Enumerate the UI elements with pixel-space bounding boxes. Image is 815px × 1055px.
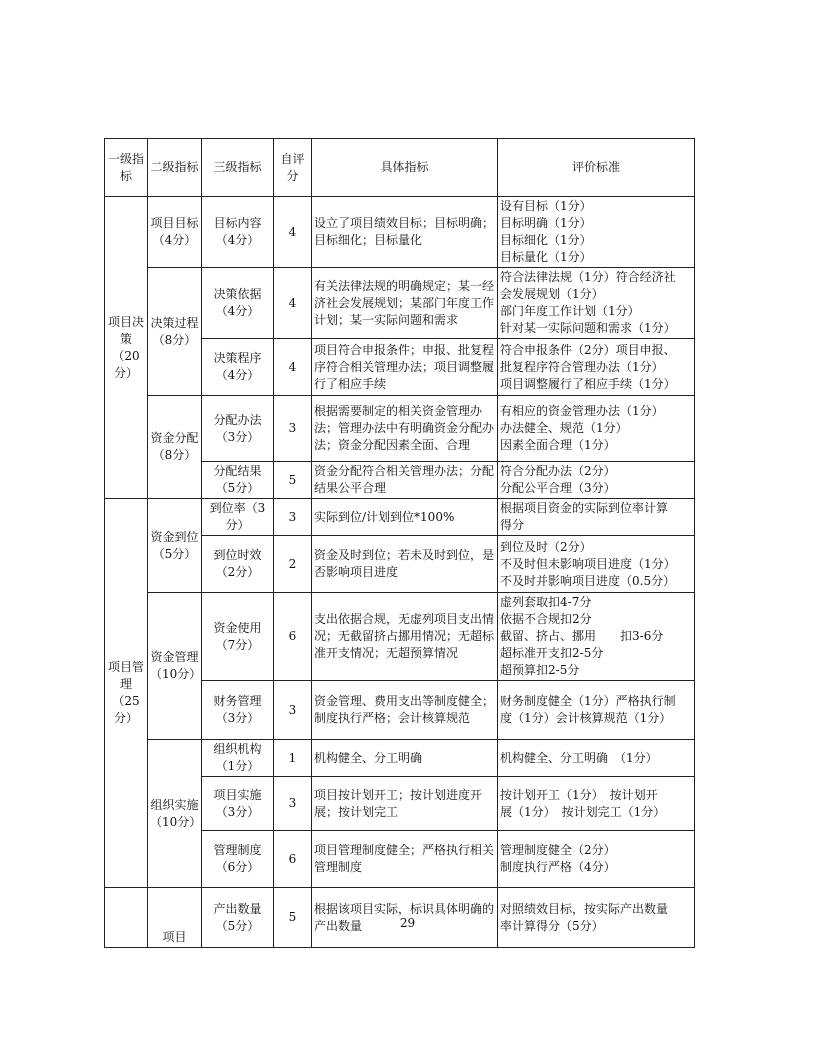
criteria-line: 率计算得分（5分） [500, 918, 604, 933]
indicator-cell: 实际到位/计划到位*100% [312, 499, 498, 536]
criteria-cell [498, 593, 695, 681]
criteria-line: 设有目标（1分） [500, 199, 592, 213]
tertiary-cell: 管理制度（6分） [202, 831, 274, 888]
criteria-line: 超标准开支扣2-5分 [500, 646, 604, 660]
criteria-line: 目标明确（1分） [500, 216, 592, 230]
header-level1: 一级指标 [105, 139, 148, 197]
indicator-cell: 项目按计划开工；按计划进度开展；按计划完工 [312, 777, 498, 831]
indicator-cell: 项目符合申报条件；申报、批复程序符合相关管理办法；项目调整履行了相应手续 [312, 339, 498, 396]
criteria-line: 因素全面合理（1分） [500, 438, 616, 452]
score-cell: 5 [274, 462, 312, 499]
header-row [105, 139, 695, 197]
indicator-cell: 根据该项目实际，标识具体明确的产出数量 [312, 888, 498, 948]
indicator-cell: 资金管理、费用支出等制度健全；制度执行严格；会计核算规范 [312, 681, 498, 740]
indicator-cell: 有关法律法规的明确规定；某一经济社会发展规划；某部门年度工作计划；某一实际问题和需求 [312, 268, 498, 339]
score-cell: 4 [274, 339, 312, 396]
criteria-line: 目标细化（1分） [500, 233, 592, 247]
criteria-cell [498, 681, 695, 740]
tertiary-cell: 组织机构（1分） [202, 740, 274, 777]
tertiary-cell: 决策依据（4分） [202, 268, 274, 339]
section-decision: 项目决策（20分） [105, 197, 148, 499]
criteria-line: 度（1分）会计核算规范（1分） [500, 711, 672, 725]
section-management: 项目管理（25分） [105, 499, 148, 888]
indicator-cell: 项目管理制度健全；严格执行相关管理制度 [312, 831, 498, 888]
page-number: 29 [399, 916, 416, 930]
tertiary-cell: 产出数量（5分） [202, 888, 274, 948]
score-cell: 1 [274, 740, 312, 777]
criteria-cell [498, 740, 695, 777]
indicator-cell: 支出依据合规，无虚列项目支出情况；无截留挤占挪用情况；无超标准开支情况；无超预算情况 [312, 593, 498, 681]
group-org: 组织实施（10分） [148, 740, 202, 888]
score-cell: 6 [274, 831, 312, 888]
table-row [105, 499, 695, 536]
criteria-line: 超预算扣2-5分 [500, 663, 580, 677]
group-project-output: 项目 [148, 888, 202, 948]
score-cell: 3 [274, 681, 312, 740]
criteria-line: 财务制度健全（1分）严格执行制 [500, 694, 676, 708]
score-cell: 3 [274, 499, 312, 536]
criteria-cell [498, 777, 695, 831]
header-self-score: 自评分 [274, 139, 312, 197]
indicator-cell: 资金分配符合相关管理办法；分配结果公平合理 [312, 462, 498, 499]
score-cell: 2 [274, 536, 312, 593]
indicator-cell: 设立了项目绩效目标；目标明确；目标细化；目标量化 [312, 197, 498, 268]
group-fund-alloc: 资金分配（8分） [148, 396, 202, 499]
header-indicator: 具体指标 [312, 139, 498, 197]
score-cell: 3 [274, 396, 312, 462]
indicator-cell: 机构健全、分工明确 [312, 740, 498, 777]
criteria-cell [498, 499, 695, 536]
header-level3: 三级指标 [202, 139, 274, 197]
group-process: 决策过程（8分） [148, 268, 202, 396]
criteria-line: 办法健全、规范（1分） [500, 421, 628, 435]
table-row [105, 396, 695, 462]
score-cell: 6 [274, 593, 312, 681]
indicator-cell: 资金及时到位；若未及时到位，是否影响项目进度 [312, 536, 498, 593]
criteria-line: 不及时但未影响项目进度（1分） [500, 556, 676, 571]
tertiary-cell: 决策程序（4分） [202, 339, 274, 396]
header-criteria: 评价标准 [498, 139, 695, 197]
header-level2: 二级指标 [148, 139, 202, 197]
criteria-line: 针对某一实际问题和需求（1分） [500, 321, 676, 335]
tertiary-cell: 分配办法（3分） [202, 396, 274, 462]
criteria-cell [498, 831, 695, 888]
criteria-line: 依据不合规扣2分 [500, 612, 592, 626]
criteria-line: 根据项目资金的实际到位率计算 [500, 501, 669, 515]
tertiary-cell: 到位率（3分） [202, 499, 274, 536]
criteria-line: 会发展规划（1分） [500, 287, 604, 301]
criteria-line: 不及时并影响项目进度（0.5分） [500, 573, 676, 588]
criteria-line: 虚列套取扣4-7分 [500, 595, 592, 609]
criteria-line: 得分 [500, 518, 525, 532]
criteria-line: 分配公平合理（3分） [500, 481, 616, 495]
evaluation-table-wrap [104, 138, 694, 948]
group-goal: 项目目标（4分） [148, 197, 202, 268]
criteria-cell [498, 268, 695, 339]
indicator-cell: 根据需要制定的相关资金管理办法；管理办法中有明确资金分配办法；资金分配因素全面、合理 [312, 396, 498, 462]
criteria-line: 管理制度健全（2分） [500, 843, 616, 857]
tertiary-cell: 项目实施（3分） [202, 777, 274, 831]
criteria-line: 部门年度工作计划（1分） [500, 304, 640, 318]
criteria-line: 到位及时（2分） [500, 539, 592, 554]
table-row [105, 197, 695, 268]
score-cell: 3 [274, 777, 312, 831]
tertiary-cell: 财务管理（3分） [202, 681, 274, 740]
tertiary-cell: 到位时效（2分） [202, 536, 274, 593]
tertiary-cell: 分配结果（5分） [202, 462, 274, 499]
criteria-cell [498, 536, 695, 593]
table-row [105, 740, 695, 777]
criteria-line: 符合申报条件（2分）项目申报、 [500, 342, 676, 357]
score-cell: 4 [274, 197, 312, 268]
table-row [105, 268, 695, 339]
criteria-cell [498, 339, 695, 396]
criteria-line: 批复程序符合管理办法（1分） [500, 359, 664, 374]
criteria-cell [498, 462, 695, 499]
criteria-line: 机构健全、分工明确 （1分） [500, 750, 658, 765]
score-cell: 4 [274, 268, 312, 339]
criteria-cell [498, 396, 695, 462]
score-cell: 5 [274, 888, 312, 948]
criteria-line: 有相应的资金管理办法（1分） [500, 404, 664, 418]
criteria-cell [498, 197, 695, 268]
tertiary-cell: 资金使用（7分） [202, 593, 274, 681]
criteria-line: 截留、挤占、挪用 扣3-6分 [500, 629, 664, 643]
group-fund-mgmt: 资金管理（10分） [148, 593, 202, 740]
criteria-line: 制度执行严格（4分） [500, 860, 616, 874]
criteria-line: 按计划开工（1分） 按计划开 [500, 787, 658, 802]
criteria-line: 符合分配办法（2分） [500, 464, 616, 478]
criteria-line: 对照绩效目标，按实际产出数量 [500, 901, 669, 916]
tertiary-cell: 目标内容（4分） [202, 197, 274, 268]
criteria-line: 展（1分） 按计划完工（1分） [500, 804, 666, 819]
evaluation-table [104, 138, 695, 948]
criteria-line: 目标量化（1分） [500, 250, 592, 264]
table-row [105, 593, 695, 681]
criteria-line: 项目调整履行了相应手续（1分） [500, 376, 676, 391]
criteria-line: 符合法律法规（1分）符合经济社 [500, 270, 676, 284]
group-fund-arrival: 资金到位（5分） [148, 499, 202, 593]
